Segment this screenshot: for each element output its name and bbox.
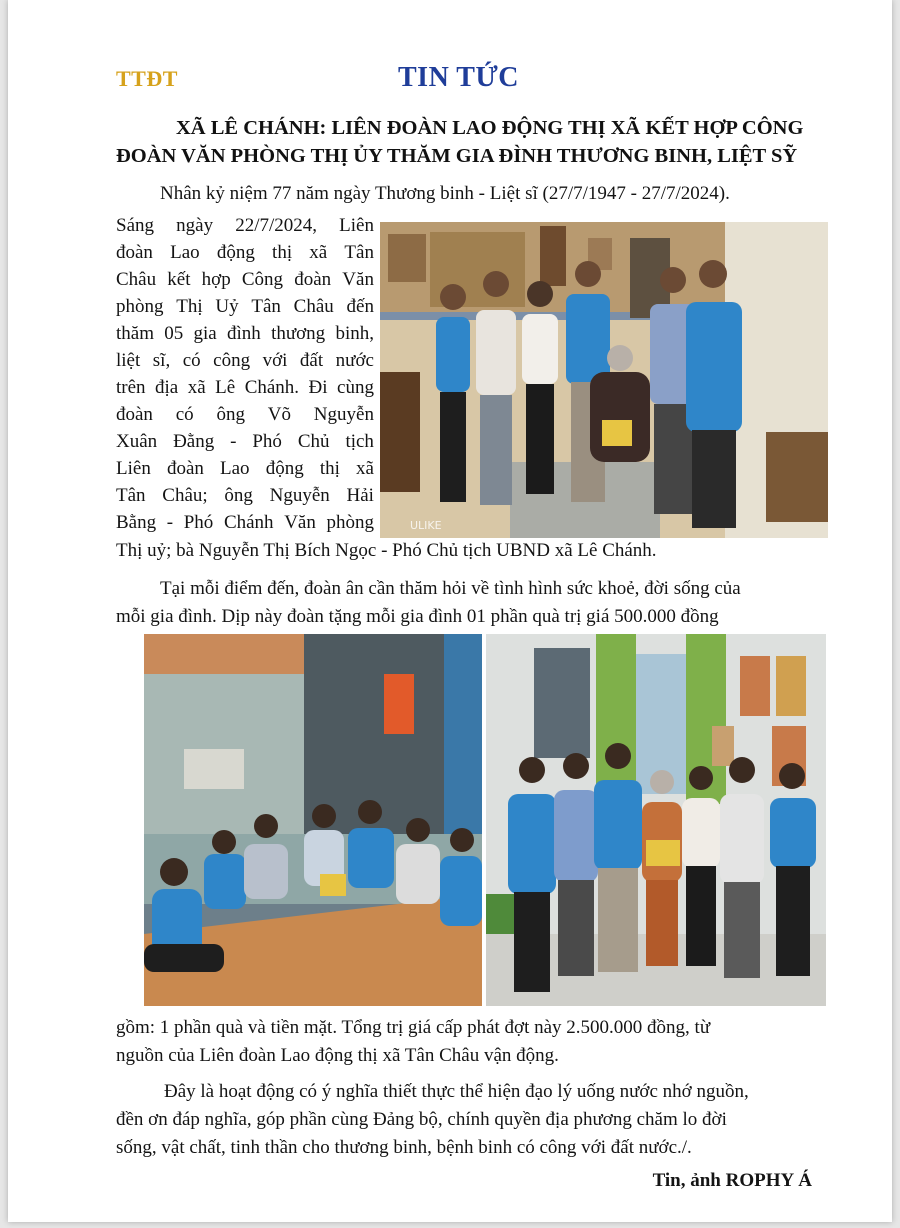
word: ngày (176, 215, 214, 236)
word: đoàn (166, 458, 204, 479)
word: - (230, 431, 237, 452)
p1-wrap-line (116, 509, 374, 536)
word: Châu (293, 296, 334, 317)
word: Thị (176, 296, 203, 317)
word: 22/7/2024, (235, 215, 318, 236)
word: Nguyễn (269, 485, 330, 506)
p1-wrap-line (116, 428, 374, 455)
word: phòng (326, 512, 374, 533)
word: ông (216, 404, 245, 425)
p4-line-3: sống, vật chất, tinh thần cho thương binh, bệnh binh có công với đất nước./. (116, 1137, 692, 1158)
word: Văn (284, 512, 316, 533)
word: hợp (201, 269, 231, 290)
word: binh, (335, 323, 374, 344)
p1-wrap-line (116, 401, 374, 428)
word: phòng (116, 296, 164, 317)
word: đất (299, 350, 324, 371)
p1-wrap-line (116, 347, 374, 374)
p1-wrap-line (116, 482, 374, 509)
word: liệt (116, 350, 141, 371)
word: có (182, 350, 201, 371)
p4-line-2: đền ơn đáp nghĩa, góp phần cùng Đảng bộ, chính quyền địa phương chăm lo đời (116, 1109, 727, 1130)
p3-line-1: gồm: 1 phần quà và tiền mặt. Tổng trị giá cấp phát đợt này 2.500.000 đồng, từ (116, 1017, 711, 1038)
document-page (8, 0, 892, 1222)
p1-wrap-line (116, 212, 374, 239)
word: Lê (215, 377, 236, 398)
word: Lao (220, 458, 250, 479)
word: Phó (183, 512, 214, 533)
word: Liên (116, 458, 151, 479)
word: đoàn (116, 242, 153, 263)
p2-line-2: mỗi gia đình. Dịp này đoàn tặng mỗi gia đình 01 phần quà trị giá 500.000 đồng (116, 606, 719, 627)
p4-line-1: Đây là hoạt động có ý nghĩa thiết thực thể hiện đạo lý uống nước nhớ nguồn, (164, 1081, 749, 1102)
word: Châu (116, 269, 157, 290)
word: địa (155, 377, 179, 398)
photo-standing-group (486, 634, 826, 1006)
photo-home-visit-group (380, 222, 828, 538)
word: thăm (116, 323, 154, 344)
word: Chánh (223, 512, 274, 533)
p1-lead-line: Nhân kỷ niệm 77 năm ngày Thương binh - Liệt sĩ (27/7/1947 - 27/7/2024). (160, 183, 730, 204)
word: đoàn (116, 404, 153, 425)
word: Tân (251, 296, 281, 317)
word: xã (187, 377, 206, 398)
word: đoàn (294, 269, 332, 290)
word: Lao (170, 242, 200, 263)
word: Chủ (297, 431, 330, 452)
word: gia (193, 323, 217, 344)
p3-line-2: nguồn của Liên đoàn Lao động thị xã Tân Châu vận động. (116, 1045, 559, 1066)
word: Đằng (173, 431, 215, 452)
word: Xuân (116, 431, 158, 452)
word: sĩ, (152, 350, 171, 371)
p1-wrap-line (116, 320, 374, 347)
word: có (175, 404, 194, 425)
article-title-line-1: XÃ LÊ CHÁNH: LIÊN ĐOÀN LAO ĐỘNG THỊ XÃ KẾT HỢP CÔNG (176, 117, 804, 139)
byline: Tin, ảnh ROPHY Á (652, 1170, 812, 1191)
word: Phó (252, 431, 282, 452)
p1-wrap-line (116, 374, 374, 401)
word: Nguyễn (313, 404, 374, 425)
word: thương (271, 323, 326, 344)
word: cùng (337, 377, 374, 398)
word: trên (116, 377, 146, 398)
word: đình (227, 323, 261, 344)
word: Tân (344, 242, 374, 263)
photo-floor-meeting (144, 634, 482, 1006)
word: Châu; (162, 485, 208, 506)
photo-watermark: ULIKE (410, 519, 442, 532)
p2-line-1-text: Tại mỗi điểm đến, đoàn ân cần thăm hỏi về tình hình sức khoẻ, đời sống của (160, 578, 741, 599)
word: Công (241, 269, 284, 290)
p1-wrap-line (116, 293, 374, 320)
section-title: TIN TỨC (398, 62, 519, 93)
word: thị (319, 458, 340, 479)
word: - (166, 512, 174, 533)
word: động (216, 242, 255, 263)
word: Bằng (116, 512, 157, 533)
word: Uỷ (215, 296, 239, 317)
p1-wrap-line (116, 266, 374, 293)
p1-wrap-line (116, 239, 374, 266)
word: Liên (339, 215, 374, 236)
word: đến (346, 296, 374, 317)
word: Văn (342, 269, 374, 290)
word: Sáng (116, 215, 154, 236)
word: động (265, 458, 304, 479)
word: nước (335, 350, 374, 371)
word: tịch (345, 431, 374, 452)
word: xã (356, 458, 374, 479)
word: thị (272, 242, 293, 263)
word: công (213, 350, 251, 371)
word: Đi (308, 377, 328, 398)
word: với (262, 350, 288, 371)
word: Võ (267, 404, 291, 425)
word: Hải (346, 485, 374, 506)
article-title-line-2: ĐOÀN VĂN PHÒNG THỊ ỦY THĂM GIA ĐÌNH THƯƠNG BINH, LIỆT SỸ (116, 145, 798, 167)
p1-tail-line: Thị uỷ; bà Nguyễn Thị Bích Ngọc - Phó Chủ tịch UBND xã Lê Chánh. (116, 540, 657, 561)
word: Tân (116, 485, 146, 506)
section-code: TTĐT (116, 66, 178, 91)
p2-line-1 (116, 575, 828, 602)
word: ông (224, 485, 253, 506)
word: Chánh. (244, 377, 300, 398)
p1-wrap-line (116, 455, 374, 482)
word: kết (167, 269, 191, 290)
word: 05 (164, 323, 184, 344)
word: xã (309, 242, 328, 263)
